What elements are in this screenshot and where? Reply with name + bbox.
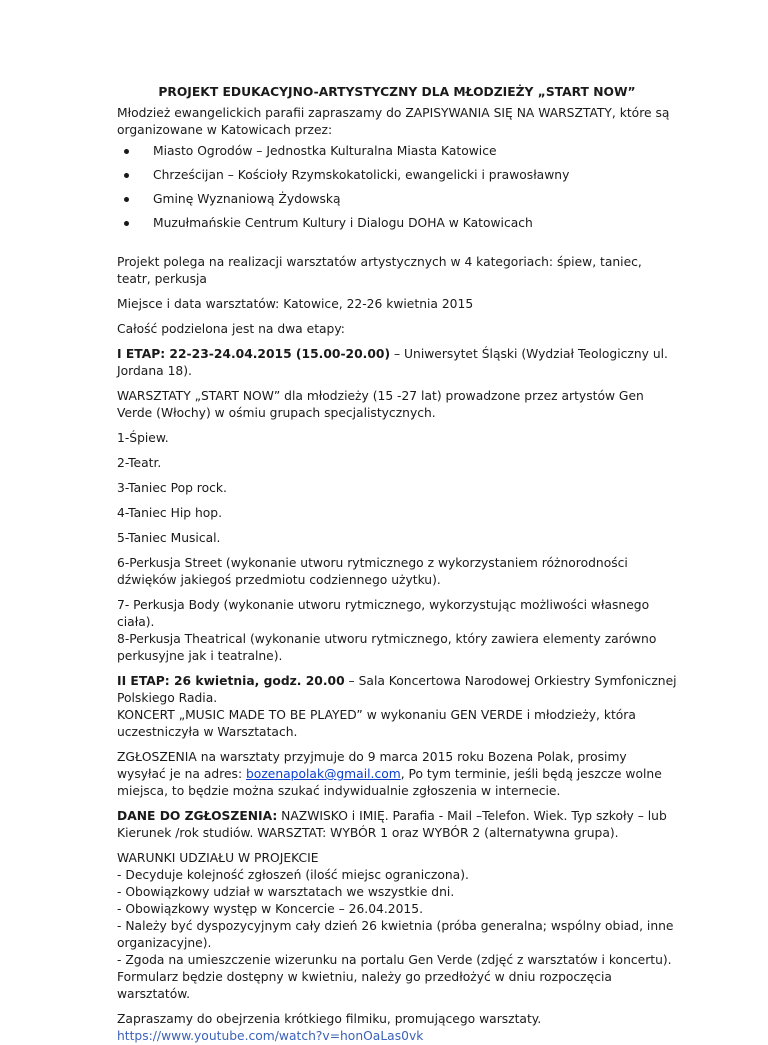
video-invite: Zapraszamy do obejrzenia krótkiego filmiku, promującego warsztaty.: [117, 1012, 542, 1026]
project-description: Projekt polega na realizacji warsztatów artystycznych w 4 kategoriach: śpiew, taniec, teatr, perkusja: [117, 255, 642, 286]
condition-item: - Zgoda na umieszczenie wizerunku na portalu Gen Verde (zdjęć z warsztatów i koncertu). Formularz będzie dostępny w kwietniu, należy go przedłożyć w dniu rozpoczęcia warsztatów.: [117, 953, 672, 1001]
condition-item: - Obowiązkowy występ w Koncercie – 26.04.2015.: [117, 902, 423, 916]
organizers-list: [117, 143, 677, 232]
stage-2-location: – Sala Koncertowa Narodowej Orkiestry Symfonicznej Polskiego Radia.: [117, 674, 677, 705]
group-item: 2-Teatr.: [117, 456, 162, 470]
document-body: [117, 84, 677, 1045]
group-item: 1-Śpiew.: [117, 431, 169, 445]
stage-1-location: – Uniwersytet Śląski (Wydział Teologiczny ul. Jordana 18).: [117, 347, 668, 378]
intro-paragraph: Młodzież ewangelickich parafii zapraszamy do ZAPISYWANIA SIĘ NA WARSZTATY, które są organizowane w Katowicach przez:: [117, 106, 670, 137]
registration-data-heading: DANE DO ZGŁOSZENIA:: [117, 809, 278, 823]
registration-data-fields: NAZWISKO i IMIĘ. Parafia - Mail –Telefon. Wiek. Typ szkoły – lub Kierunek /rok studiów. WARSZTAT: WYBÓR 1 oraz WYBÓR 2 (alternatywna grupa).: [117, 809, 667, 840]
conditions-title: WARUNKI UDZIAŁU W PROJEKCIE: [117, 851, 319, 865]
spacer: [117, 239, 677, 254]
group-item: 8-Perkusja Theatrical (wykonanie utworu rytmicznego, który zawiera elementy zarówno perkusyjne jak i teatralne).: [117, 632, 657, 663]
video-url[interactable]: https://www.youtube.com/watch?v=honOaLas0vk: [117, 1029, 424, 1043]
place-date: Miejsce i data warsztatów: Katowice, 22-26 kwietnia 2015: [117, 297, 474, 311]
registration-paragraph: [117, 749, 677, 800]
concert-description: KONCERT „MUSIC MADE TO BE PLAYED” w wykonaniu GEN VERDE i młodzieży, która uczestniczyła w Warsztatach.: [117, 708, 636, 739]
registration-data: [117, 808, 677, 842]
stages-intro: Całość podzielona jest na dwa etapy:: [117, 322, 345, 336]
stage-1: [117, 346, 677, 380]
group-item: 4-Taniec Hip hop.: [117, 506, 222, 520]
registration-text: ZGŁOSZENIA na warsztaty przyjmuje do 9 marca 2015 roku Bozena Polak, prosimy wysyłać je na adres:: [117, 750, 627, 781]
group-item: 7- Perkusja Body (wykonanie utworu rytmicznego, wykorzystując możliwości własnego ciała).: [117, 598, 650, 629]
stage-2-heading: II ETAP: 26 kwietnia, godz. 20.00: [117, 674, 345, 688]
organizer-item: Chrześcijan – Kościoły Rzymskokatolicki, ewangelicki i prawosławny: [117, 167, 677, 184]
workshops-description: WARSZTATY „START NOW” dla młodzieży (15 -27 lat) prowadzone przez artystów Gen Verde (Włochy) w ośmiu grupach specjalistycznych.: [117, 389, 644, 420]
condition-item: - Obowiązkowy udział w warsztatach we wszystkie dni.: [117, 885, 455, 899]
email-link[interactable]: bozenapolak@gmail.com: [246, 767, 401, 781]
stage-1-heading: I ETAP: 22-23-24.04.2015 (15.00-20.00): [117, 347, 391, 361]
document-title: PROJEKT EDUKACYJNO-ARTYSTYCZNY DLA MŁODZIEŻY „START NOW”: [158, 85, 636, 99]
conditions-section: [117, 850, 677, 1003]
organizer-item: Miasto Ogrodów – Jednostka Kulturalna Miasta Katowice: [117, 143, 677, 160]
registration-note: , Po tym terminie, jeśli będą jeszcze wolne miejsca, to będzie można szukać indywidualnie zgłoszenia w internecie.: [117, 767, 662, 798]
condition-item: - Należy być dyspozycyjnym cały dzień 26 kwietnia (próba generalna; wspólny obiad, inne organizacyjne).: [117, 919, 674, 950]
group-item: 5-Taniec Musical.: [117, 531, 221, 545]
organizer-item: Muzułmańskie Centrum Kultury i Dialogu DOHA w Katowicach: [117, 215, 677, 232]
organizer-item: Gminę Wyznaniową Żydowską: [117, 191, 677, 208]
condition-item: - Decyduje kolejność zgłoszeń (ilość miejsc ograniczona).: [117, 868, 469, 882]
group-item: 6-Perkusja Street (wykonanie utworu rytmicznego z wykorzystaniem różnorodności dźwięków jakiegoś przedmiotu codziennego użytku).: [117, 556, 628, 587]
group-item: 3-Taniec Pop rock.: [117, 481, 227, 495]
stage-2: [117, 673, 677, 707]
